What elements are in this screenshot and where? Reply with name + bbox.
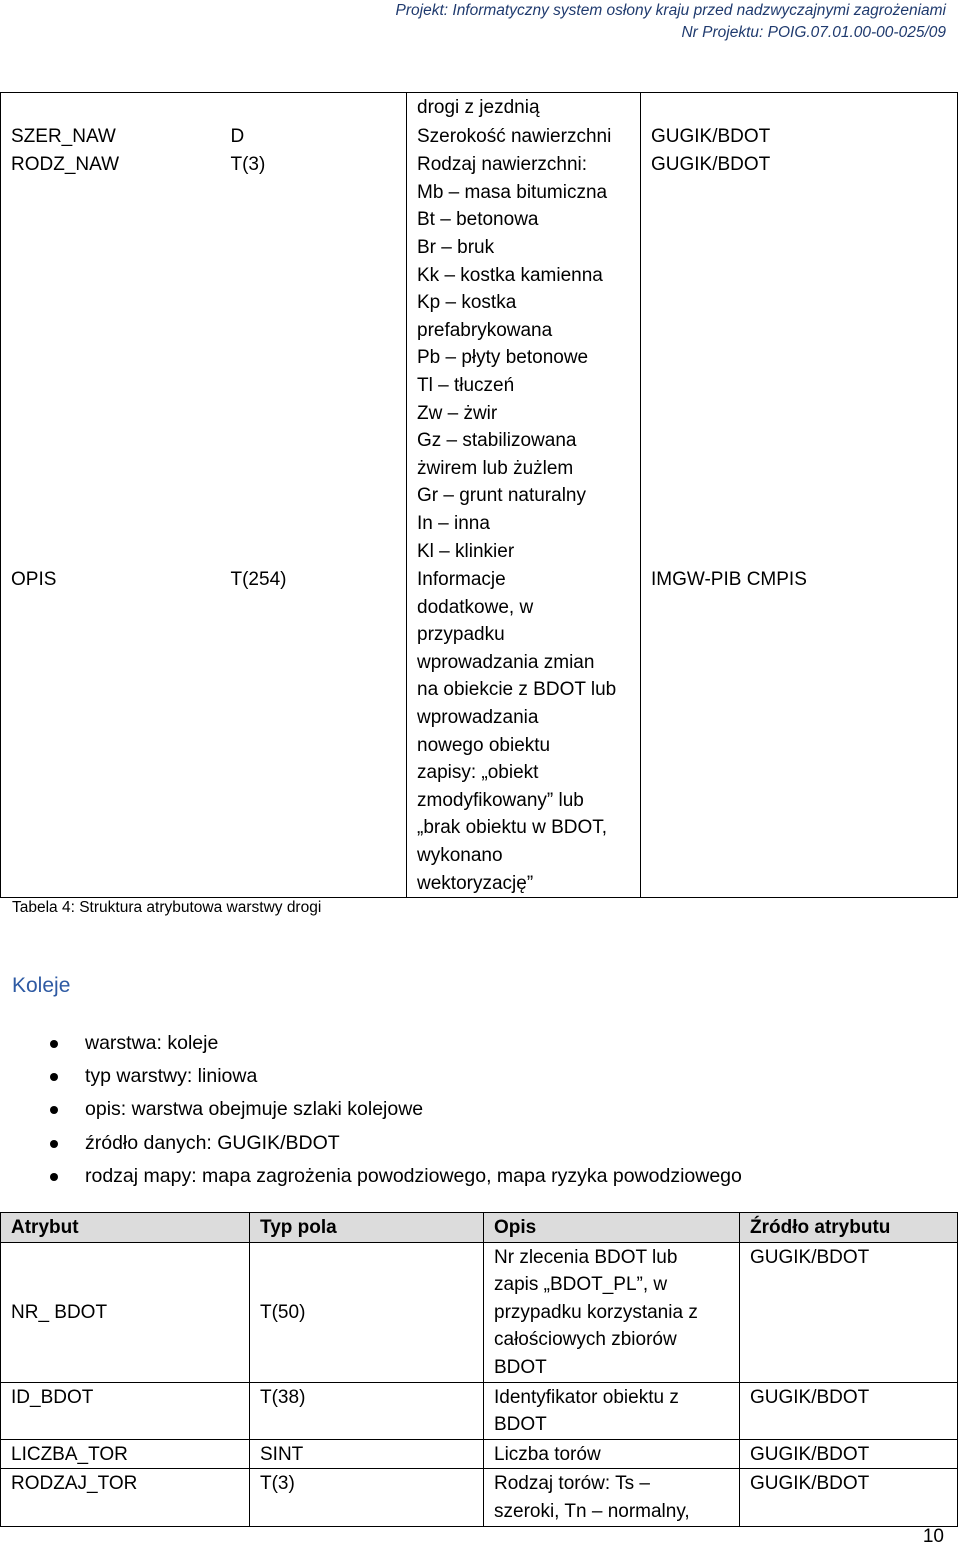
opis-line: przypadku korzystania z bbox=[494, 1301, 698, 1323]
opis-line: „brak obiektu w BDOT, bbox=[417, 817, 608, 839]
cell-zrodlo: GUGIK/BDOT bbox=[740, 1469, 958, 1526]
cell-atrybut: ID_BDOT bbox=[1, 1382, 250, 1439]
header-typ-pola: Typ pola bbox=[250, 1213, 484, 1243]
opis-line: Szerokość nawierzchni bbox=[417, 125, 612, 147]
opis-line: wprowadzania bbox=[417, 707, 539, 729]
opis-line: zapis „BDOT_PL”, w bbox=[494, 1274, 668, 1296]
opis-line: Bt – betonowa bbox=[417, 209, 539, 231]
bullet-icon bbox=[50, 1140, 58, 1148]
list-item-text: typ warstwy: liniowa bbox=[85, 1065, 258, 1088]
cell-typ: T(38) bbox=[250, 1382, 484, 1439]
opis-line: Nr zlecenia BDOT lub bbox=[494, 1246, 678, 1268]
cell-typ: T(3) bbox=[250, 1469, 484, 1526]
cell-atrybut: SZER_NAW bbox=[1, 122, 221, 151]
opis-line: wektoryzację” bbox=[417, 872, 534, 894]
bullet-icon bbox=[50, 1073, 58, 1081]
cell-opis bbox=[407, 93, 641, 122]
cell-typ: D bbox=[230, 125, 245, 147]
opis-line: Rodzaj torów: Ts – bbox=[494, 1473, 650, 1495]
header-zrodlo: Źródło atrybutu bbox=[740, 1213, 958, 1243]
bullet-icon bbox=[50, 1173, 58, 1181]
table-header-row bbox=[1, 1213, 958, 1243]
opis-line: Kl – klinkier bbox=[417, 540, 515, 562]
cell-typ: SINT bbox=[250, 1439, 484, 1469]
bullet-icon bbox=[50, 1040, 58, 1048]
page-header bbox=[396, 0, 946, 44]
opis-line: Kp – kostka bbox=[417, 292, 517, 314]
cell-opis bbox=[407, 150, 641, 565]
project-number: Nr Projektu: POIG.07.01.00-00-025/09 bbox=[681, 24, 946, 41]
cell-typ: T(50) bbox=[250, 1242, 484, 1382]
cell-zrodlo bbox=[641, 93, 958, 122]
cell-atrybut: OPIS bbox=[1, 565, 221, 898]
list-item-text: źródło danych: GUGIK/BDOT bbox=[85, 1131, 340, 1154]
list-item bbox=[50, 1060, 742, 1093]
opis-line: Mb – masa bitumiczna bbox=[417, 181, 608, 203]
cell-zrodlo: GUGIK/BDOT bbox=[641, 150, 958, 565]
opis-line: przypadku bbox=[417, 624, 505, 646]
page-number: 10 bbox=[922, 1526, 944, 1547]
opis-line: BDOT bbox=[494, 1414, 547, 1436]
opis-line: prefabrykowana bbox=[417, 319, 553, 341]
list-item bbox=[50, 1027, 742, 1060]
list-item-text: opis: warstwa obejmuje szlaki kolejowe bbox=[85, 1098, 424, 1121]
section-heading: Koleje bbox=[12, 974, 71, 997]
header-atrybut: Atrybut bbox=[1, 1213, 250, 1243]
layer-info-list bbox=[50, 1027, 742, 1193]
cell-zrodlo: GUGIK/BDOT bbox=[740, 1242, 958, 1382]
cell-opis bbox=[484, 1469, 740, 1526]
cell-opis bbox=[484, 1439, 740, 1469]
opis-line: BDOT bbox=[494, 1356, 547, 1378]
opis-line: drogi z jezdnią bbox=[417, 97, 540, 118]
table-caption: Tabela 4: Struktura atrybutowa warstwy drogi bbox=[12, 899, 322, 916]
cell-zrodlo: GUGIK/BDOT bbox=[641, 122, 958, 151]
opis-line: Kk – kostka kamienna bbox=[417, 264, 603, 286]
table-row bbox=[1, 93, 958, 122]
cell-opis bbox=[407, 122, 641, 151]
cell-opis bbox=[484, 1242, 740, 1382]
bullet-icon bbox=[50, 1106, 58, 1114]
opis-line: In – inna bbox=[417, 512, 490, 534]
opis-line: wykonano bbox=[417, 845, 503, 867]
table-row bbox=[1, 122, 958, 151]
opis-line: Informacje bbox=[417, 569, 506, 591]
cell-typ: T(3) bbox=[230, 154, 266, 176]
opis-line: na obiekcie z BDOT lub bbox=[417, 679, 617, 701]
cell-opis bbox=[484, 1382, 740, 1439]
opis-line: Identyfikator obiektu z bbox=[494, 1386, 679, 1408]
opis-line: całościowych zbiorów bbox=[494, 1329, 677, 1351]
list-item bbox=[50, 1127, 742, 1160]
list-item bbox=[50, 1093, 742, 1126]
cell-opis bbox=[407, 565, 641, 898]
cell-atrybut bbox=[1, 93, 221, 122]
drogi-attribute-table bbox=[0, 92, 958, 898]
table-row bbox=[1, 1242, 958, 1382]
opis-line: Liczba torów bbox=[494, 1443, 601, 1465]
opis-line: żwirem lub żużlem bbox=[417, 457, 574, 479]
cell-typ: T(254) bbox=[221, 565, 407, 898]
opis-line: Pb – płyty betonowe bbox=[417, 347, 589, 369]
opis-line: Zw – żwir bbox=[417, 402, 498, 424]
opis-line: wprowadzania zmian bbox=[417, 651, 595, 673]
cell-atrybut: LICZBA_TOR bbox=[1, 1439, 250, 1469]
table-row bbox=[1, 565, 958, 898]
cell-zrodlo: GUGIK/BDOT bbox=[740, 1382, 958, 1439]
table-row bbox=[1, 1382, 958, 1439]
opis-line: zmodyfikowany” lub bbox=[417, 789, 584, 811]
list-item bbox=[50, 1160, 742, 1193]
cell-zrodlo: IMGW-PIB CMPIS bbox=[641, 565, 958, 898]
table-row bbox=[1, 150, 958, 565]
opis-line: zapisy: „obiekt bbox=[417, 762, 539, 784]
project-title: Projekt: Informatyczny system osłony kraju przed nadzwyczajnymi zagrożeniami bbox=[395, 2, 946, 19]
opis-line: dodatkowe, w bbox=[417, 596, 534, 618]
opis-line: nowego obiektu bbox=[417, 734, 551, 756]
opis-line: szeroki, Tn – normalny, bbox=[494, 1500, 690, 1522]
koleje-attribute-table bbox=[0, 1212, 958, 1527]
opis-line: Br – bruk bbox=[417, 236, 495, 258]
opis-line: Tl – tłuczeń bbox=[417, 374, 515, 396]
cell-atrybut: NR_ BDOT bbox=[1, 1242, 250, 1382]
table-row bbox=[1, 1439, 958, 1469]
list-item-text: warstwa: koleje bbox=[85, 1032, 219, 1054]
cell-atrybut: RODZ_NAW bbox=[1, 150, 221, 565]
cell-atrybut: RODZAJ_TOR bbox=[1, 1469, 250, 1526]
opis-line: Rodzaj nawierzchni: bbox=[417, 154, 588, 176]
opis-line: Gr – grunt naturalny bbox=[417, 485, 586, 507]
table-row bbox=[1, 1469, 958, 1526]
list-item-text: rodzaj mapy: mapa zagrożenia powodziowego, mapa ryzyka powodziowego bbox=[85, 1164, 742, 1187]
header-opis: Opis bbox=[484, 1213, 740, 1243]
cell-typ bbox=[221, 93, 407, 122]
opis-line: Gz – stabilizowana bbox=[417, 430, 577, 452]
cell-zrodlo: GUGIK/BDOT bbox=[740, 1439, 958, 1469]
